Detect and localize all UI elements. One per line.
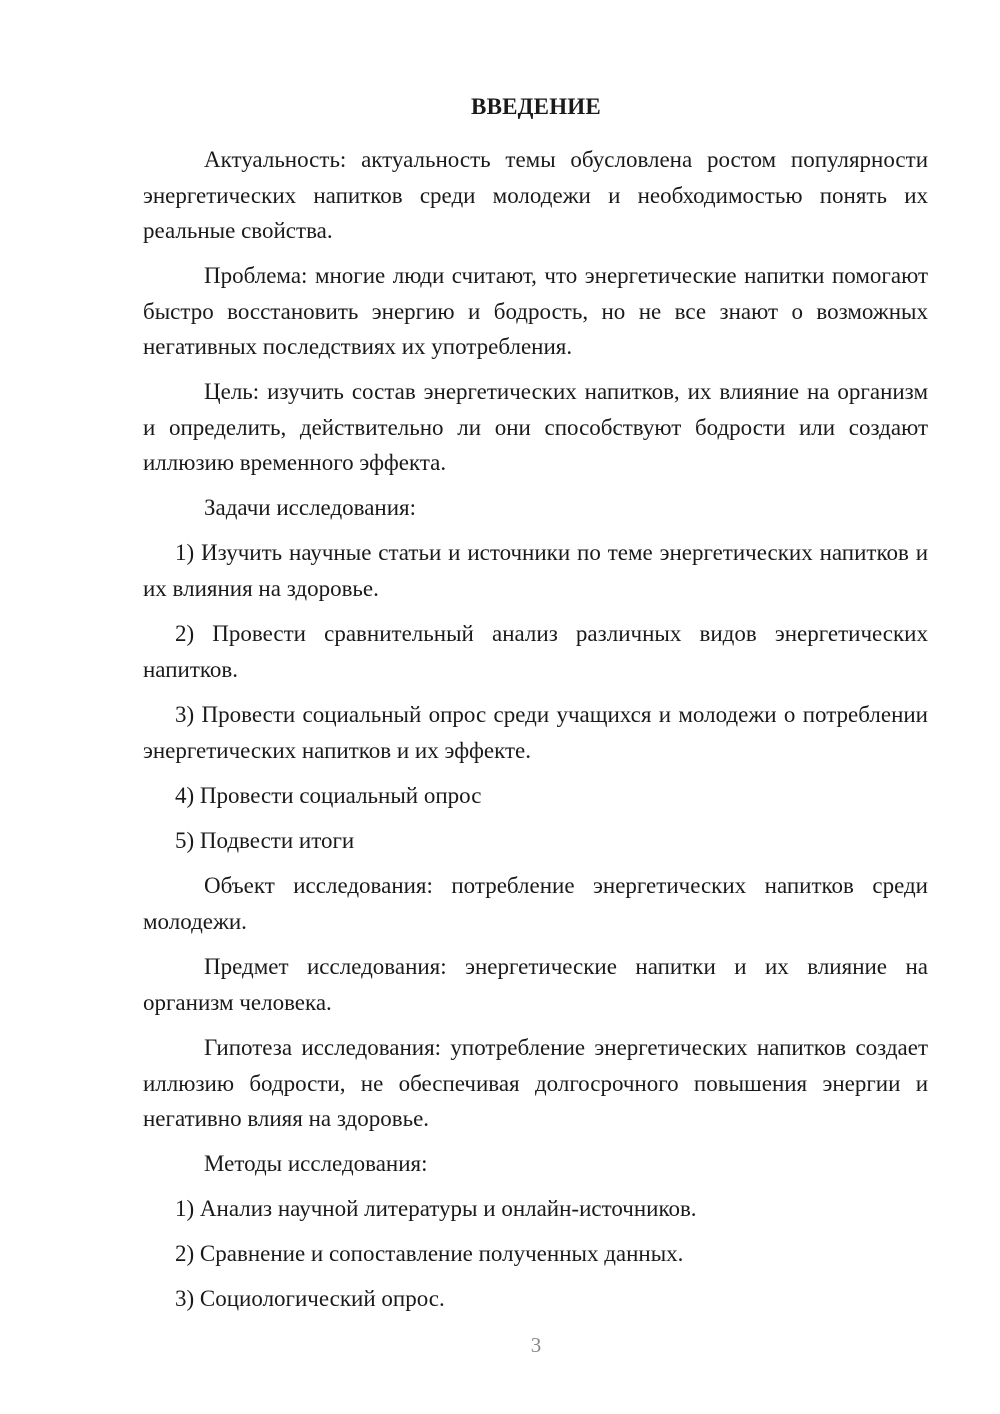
paragraph-object: Объект исследования: потребление энергетических напитков среди молодежи. xyxy=(143,873,928,934)
paragraph-problem: Проблема: многие люди считают, что энергетические напитки помогают быстро восстановить энергию и бодрость, но не все знают о возможных негативных последствиях их употребления. xyxy=(143,263,928,359)
task-item-1: 1) Изучить научные статьи и источники по теме энергетических напитков и их влияния на здоровье. xyxy=(143,540,928,601)
page-title: ВВЕДЕНИЕ xyxy=(471,94,601,119)
task-item-4: 4) Провести социальный опрос xyxy=(175,783,482,808)
page-number: 3 xyxy=(530,1333,542,1357)
paragraph-hypothesis: Гипотеза исследования: употребление энергетических напитков создает иллюзию бодрости, не обеспечивая долгосрочного повышения энергии и негативно влияя на здоровье. xyxy=(143,1035,928,1131)
methods-heading: Методы исследования: xyxy=(204,1151,428,1176)
tasks-heading: Задачи исследования: xyxy=(204,495,417,520)
method-item-2: 2) Сравнение и сопоставление полученных данных. xyxy=(175,1241,684,1266)
paragraph-relevance: Актуальность: актуальность темы обусловлена ростом популярности энергетических напитков среди молодежи и необходимостью понять их реальные свойства. xyxy=(143,147,928,243)
task-item-3: 3) Провести социальный опрос среди учащихся и молодежи о потреблении энергетических напитков и их эффекте. xyxy=(143,702,928,763)
method-item-1: 1) Анализ научной литературы и онлайн-источников. xyxy=(175,1196,697,1221)
paragraph-subject: Предмет исследования: энергетические напитки и их влияние на организм человека. xyxy=(143,954,928,1015)
task-item-5: 5) Подвести итоги xyxy=(175,828,355,853)
task-item-2: 2) Провести сравнительный анализ различных видов энергетических напитков. xyxy=(143,621,928,682)
method-item-3: 3) Социологический опрос. xyxy=(175,1286,445,1311)
paragraph-goal: Цель: изучить состав энергетических напитков, их влияние на организм и определить, действительно ли они способствуют бодрости или создают иллюзию временного эффекта. xyxy=(143,379,928,475)
